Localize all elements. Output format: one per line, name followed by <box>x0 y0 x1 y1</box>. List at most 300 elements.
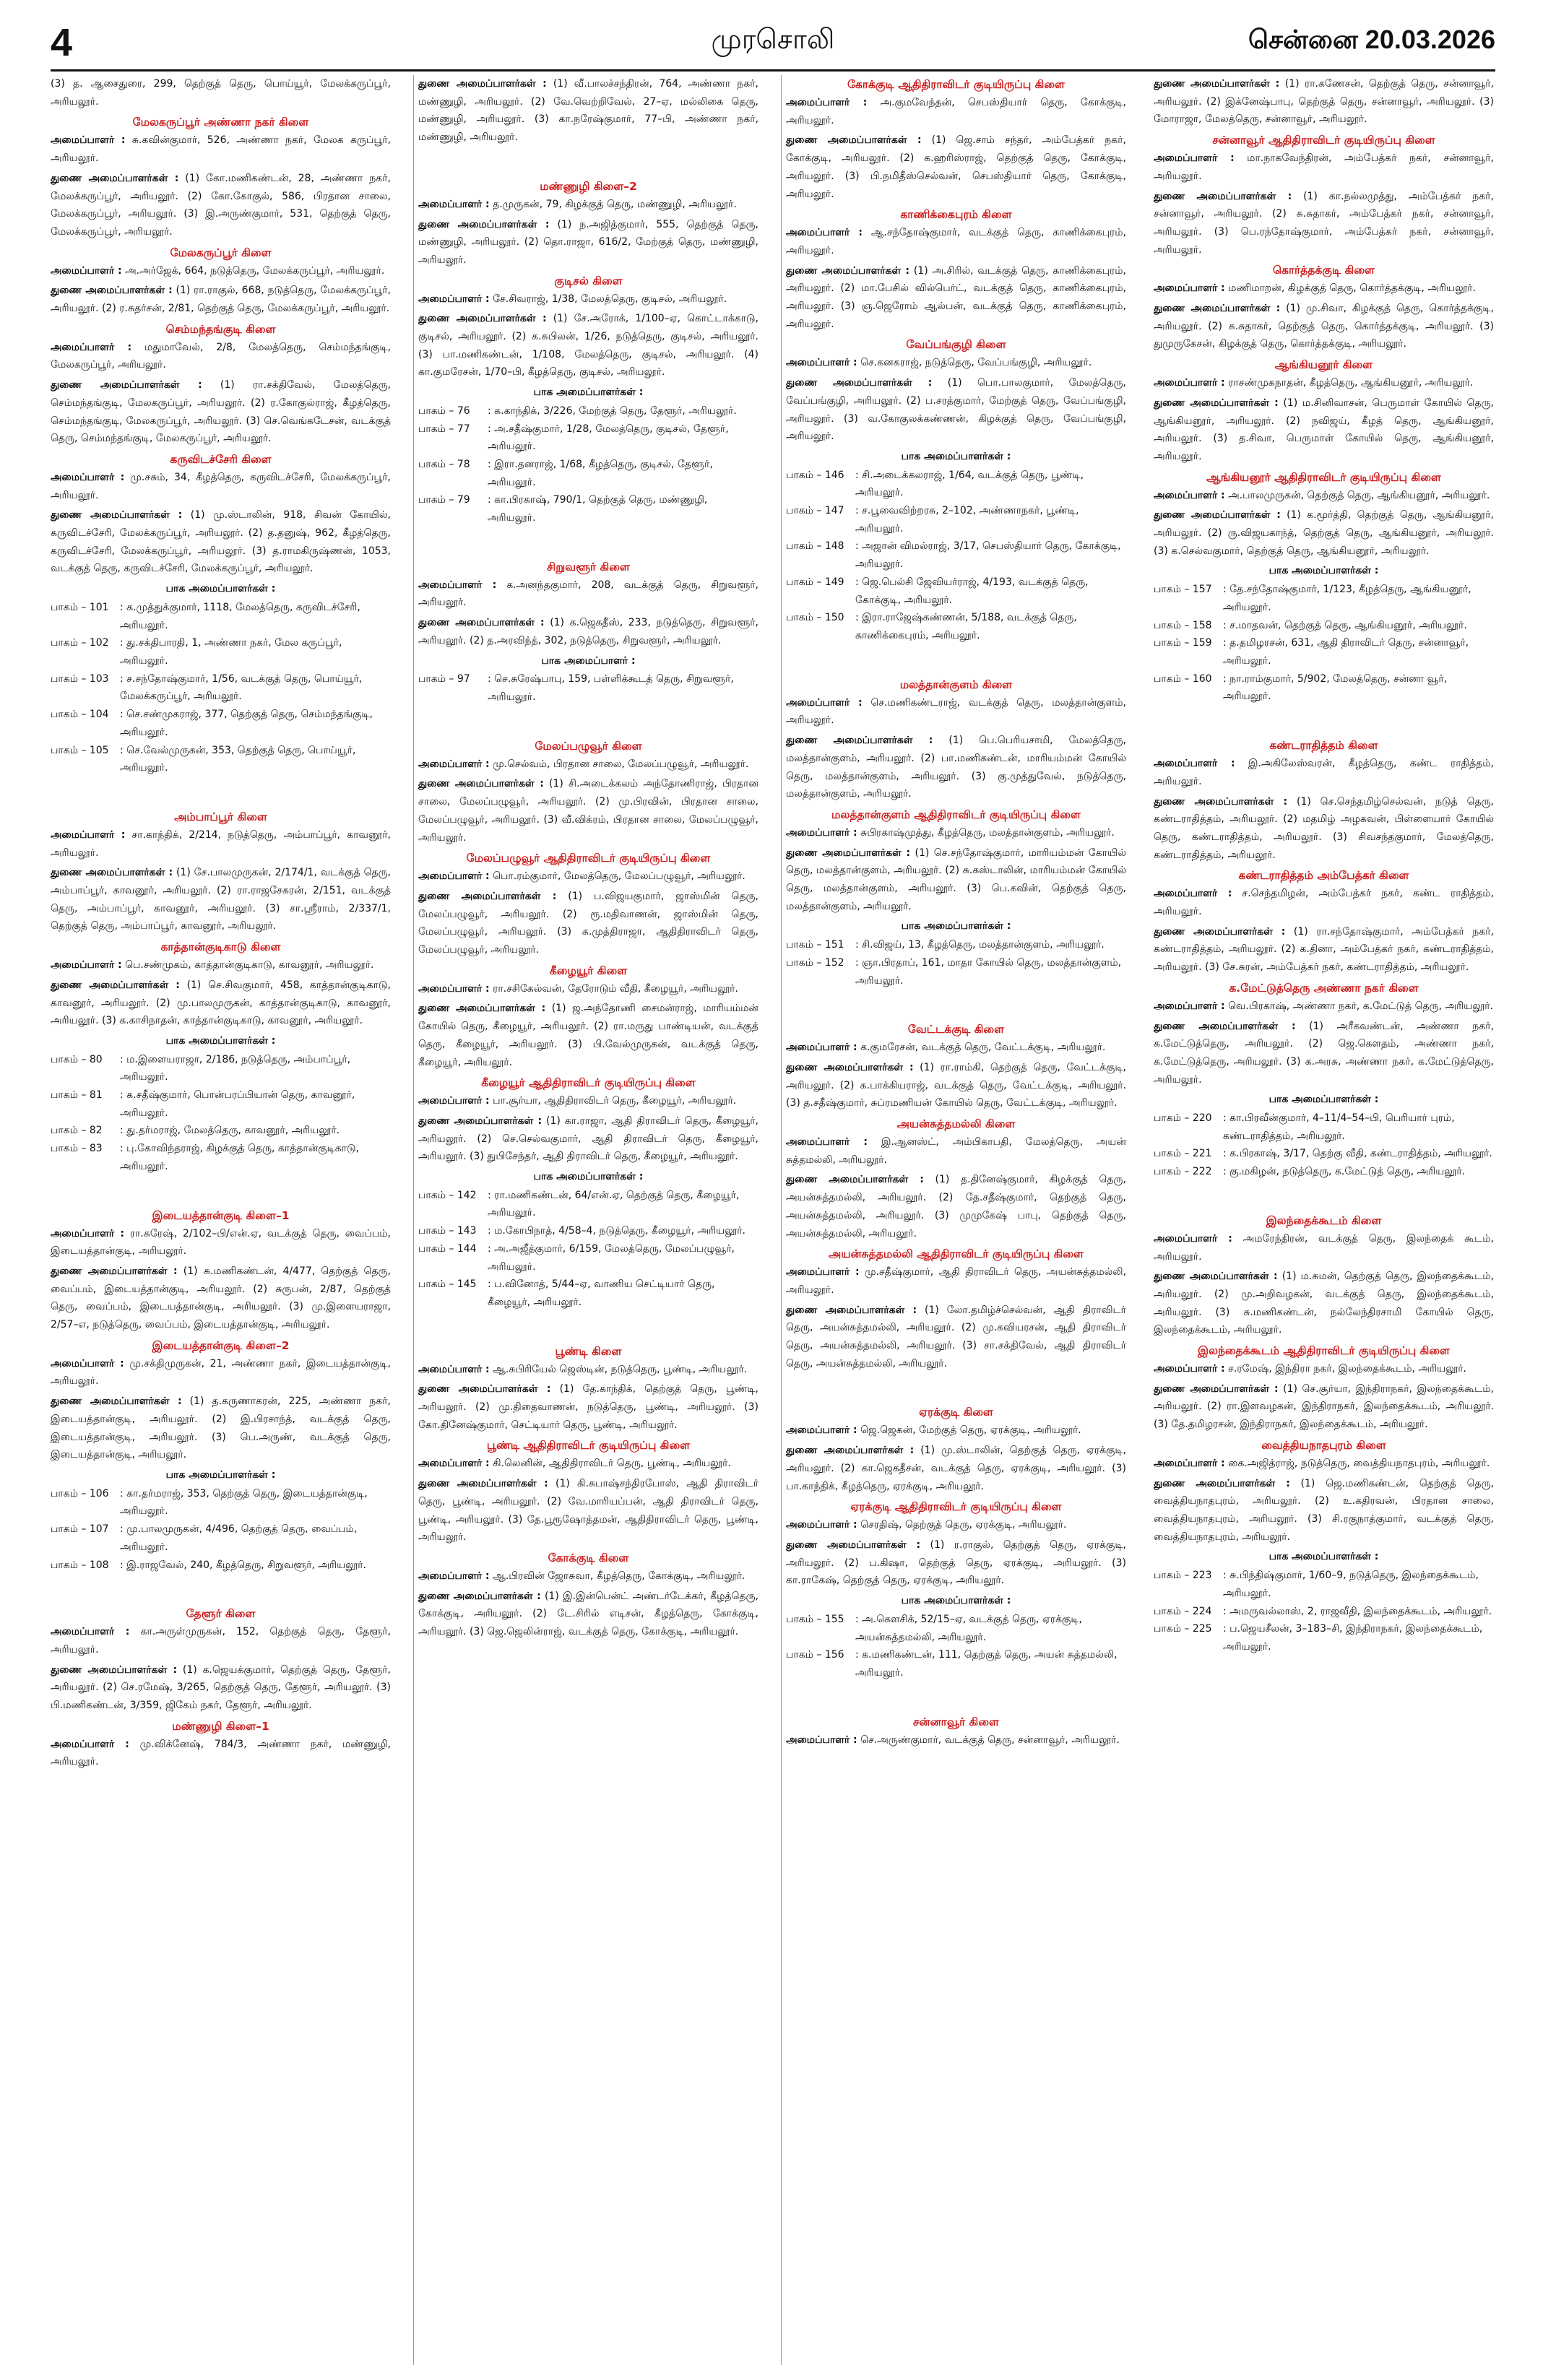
leader <box>1154 1230 1494 1265</box>
branch <box>418 737 758 847</box>
deputies <box>1154 923 1494 977</box>
deputies-label: துணை அமைப்பாளர்கள் : <box>1154 1271 1278 1283</box>
leader-label: அமைப்பாளர் : <box>786 1519 857 1531</box>
deputies <box>51 864 391 935</box>
branch-title: கீழையூர் ஆதிதிராவிடர் குடியிருப்பு கிளை <box>481 1076 696 1090</box>
part-number: பாகம் – 160 <box>1154 672 1212 685</box>
leader-label: அமைப்பாளர் : <box>51 828 126 841</box>
part-organiser-text: : ப.ஜெயசீலன், 3–183–சி, இந்திராநகர், இலந்தைக்கூடம், அரியலூர். <box>1223 1623 1483 1653</box>
branch-title: மலத்தான்குளம் கிளை <box>899 678 1013 691</box>
part-number: பாகம் – 145 <box>418 1278 477 1291</box>
part-organiser-text: : சி.விஜய், 13, கீழத்தெரு, மலத்தான்குளம், அரியலூர். <box>855 939 1105 951</box>
part-organiser-text: : ச.சந்தோஷ்குமார், 1/56, வடக்குத் தெரு, பொய்யூர், மேலக்கருப்பூர், அரியலூர். <box>120 672 363 703</box>
leader-label: அமைப்பாளர் : <box>1154 758 1235 770</box>
leader-text: பா.சூர்யா, ஆதிதிராவிடர் தெரு, கீழையூர், அரியலூர். <box>493 1095 737 1107</box>
continued-text <box>51 75 391 111</box>
leader <box>786 94 1126 129</box>
branch-title: வேட்டக்குடி கிளை <box>907 1023 1005 1037</box>
deputies-label: துணை அமைப்பாளர்கள் : <box>418 890 557 902</box>
part-organiser-row <box>1154 1163 1494 1181</box>
part-organiser-text: : து.சக்திபாரதி, 1, அண்ணா நகர், மேல கருப்பூர், அரியலூர். <box>120 637 342 667</box>
deputies-label: துணை அமைப்பாளர்கள் : <box>418 1590 541 1602</box>
branch-title: கோக்குடி கிளை <box>548 1552 629 1565</box>
leader <box>51 262 391 280</box>
part-organiser-row <box>1154 581 1494 616</box>
deputies-text: (1) மு.ஸ்டாலின், 918, சிவன் கோயில், கருவிடச்சேரி, மேலக்கருப்பூர், அரியலூர். (2) த.தனுஷ், 962, கீழத்தெரு, கருவிடச்சேரி, மேலக்கருப்பூர், அரியலூர். (3) த.ராமகிருஷ்ணன், 1053, வடக்குத் தெரு, கருவிடச்சேரி, மேலக்கருப்பூர், அரியலூர். <box>51 509 391 575</box>
deputies-label: துணை அமைப்பாளர்கள் : <box>1154 509 1281 522</box>
part-number: பாகம் – 80 <box>51 1053 103 1065</box>
part-number: பாகம் – 152 <box>786 956 844 969</box>
leader-label: அமைப்பாளர் : <box>786 357 857 369</box>
part-organiser-row <box>786 1611 1126 1646</box>
leader-text: ரா.சசிகேல்வன், தேரோடும் வீதி, கீழையூர், அரியலூர். <box>493 982 738 995</box>
masthead <box>51 20 1495 66</box>
part-number: பாகம் – 150 <box>786 612 844 624</box>
part-organisers-heading: பாக அமைப்பாளர்கள் : <box>901 450 1011 462</box>
branch-title: கொர்த்தக்குடி கிளை <box>1272 264 1375 277</box>
branch <box>51 1604 391 1715</box>
leader <box>786 824 1126 842</box>
part-organiser-row <box>786 467 1126 502</box>
deputies-text: (1) பொ.பாலகுமார், மேலத்தெரு, வேப்பங்குழி, அரியலூர். (2) ப.சரத்குமார், மேற்குத் தெரு, வேப்பங்குழி, அரியலூர். (3) வ.கோகுலக்கண்ணன், கிழக்குத் தெரு, வேப்பங்குழி, அரியலூர். <box>786 377 1126 443</box>
leader-label: அமைப்பாளர் : <box>786 826 857 839</box>
deputies <box>418 75 758 147</box>
part-organiser-row <box>786 954 1126 990</box>
leader-label: அமைப்பாளர் : <box>51 134 126 147</box>
part-number: பாகம் – 77 <box>418 423 470 435</box>
leader-text: மு.சதீஷ்குமார், ஆதி திராவிடர் தெரு, அயன்சுத்தமல்லி, அரியலூர். <box>786 1266 1126 1296</box>
leader-label: அமைப்பாளர் : <box>418 870 490 883</box>
deputies-label: துணை அமைப்பாளர்கள் : <box>786 1174 924 1186</box>
leader-text: மு.சக்திமுருகன், 21, அண்ணா நகர், இடையத்தான்குடி, அரியலூர். <box>51 1357 391 1388</box>
deputies-label: துணை அமைப்பாளர்கள் : <box>1154 795 1288 808</box>
leader <box>1154 487 1494 505</box>
deputies-text: (1) செ.சிவகுமார், 458, காத்தான்குடிகாடு, காவனூர், அரியலூர். (2) மு.பாலமுருகன், காத்தான்குடிகாடு, காவனூர், அரியலூர். (3) க.காசிநாதன், காத்தான்குடிகாடு, காவனூர், அரியலூர். <box>51 979 391 1027</box>
deputies-text: (1) க.ஜெயக்குமார், தெற்குத் தெரு, தேளூர், அரியலூர். (2) செ.ரமேஷ், 3/265, தெற்குத் தெரு, தேளூர், அரியலூர். (3) பி.மணிகண்டன், 3/359, ஜிகேம் நகர், தேளூர், அரியலூர். <box>51 1663 391 1712</box>
deputies-label: துணை அமைப்பாளர்கள் : <box>51 1395 182 1408</box>
leader-label: அமைப்பாளர் : <box>418 198 490 210</box>
part-organiser-row <box>51 634 391 670</box>
branch-title: கோக்குடி ஆதிதிராவிடர் குடியிருப்பு கிளை <box>847 78 1066 91</box>
leader-text: கா.அருள்முருகன், 152, தெற்குத் தெரு, தேளூர், அரியலூர். <box>51 1626 391 1656</box>
part-number: பாகம் – 155 <box>786 1613 844 1625</box>
part-organiser-row <box>1154 1567 1494 1602</box>
part-organisers-heading: பாக அமைப்பாளர்கள் : <box>165 1469 276 1481</box>
part-organiser-row <box>1154 1109 1494 1145</box>
part-number: பாகம் – 143 <box>418 1225 477 1237</box>
part-organiser-text: : செ.சண்முகராஜ், 377, தெற்குத் தெரு, செம்மந்தங்குடி, அரியலூர். <box>120 709 373 738</box>
part-organiser-text: : ரா.மணிகண்டன், 64/என்.ஏ, தெற்குத் தெரு, கீழையூர், அரியலூர். <box>488 1189 740 1219</box>
branch-title: மேலப்பழுவூர் கிளை <box>535 739 642 753</box>
deputies-text: (1) ஜெ.மணிகண்டன், தெற்குத் தெரு, வைத்தியநாதபுரம், அரியலூர். (2) உ.கதிரவன், பிரதான சாலை, வைத்தியநாதபுரம், அரியலூர். (3) சி.ரகுநாத்குமார், வடக்குத் தெரு, வைத்தியநாதபுரம், அரியலூர். <box>1154 1477 1494 1543</box>
branch <box>418 272 758 527</box>
branch <box>1154 1211 1494 1339</box>
part-number: பாகம் – 105 <box>51 744 109 756</box>
leader-text: இ.ஆனஸ்ட், அம்பிகாபதி, மேலத்தெரு, அயன் சுத்தமல்லி, அரியலூர். <box>786 1136 1126 1166</box>
branch-title: செம்மந்தங்குடி கிளை <box>165 322 276 336</box>
part-organisers-heading: பாக அமைப்பாளர்கள் : <box>533 386 644 399</box>
deputies <box>1154 394 1494 466</box>
leader <box>51 469 391 504</box>
part-organiser-text: : ஞா.பிரதாப், 161, மாதா கோயில் தெரு, மலத்தான்குளம், அரியலூர். <box>855 956 1122 987</box>
leader-text: ஆ.சந்தோஷ்குமார், வடக்குத் தெரு, காணிக்கைபுரம், அரியலூர். <box>786 227 1126 256</box>
deputies-label: துணை அமைப்பாளர்கள் : <box>418 1478 548 1490</box>
branch-title: ஆங்கியனூர் ஆதிதிராவிடர் குடியிருப்பு கிளை <box>1206 470 1441 484</box>
deputies-text: (1) செ.சந்தோஷ்குமார், மாரியம்மன் கோயில் தெரு, மலத்தான்குளம், அரியலூர். (2) சு.கஸ்டாலின், மாரியம்மன் கோயில் தெரு, மலத்தான்குளம், அரியலூர். (3) பெ.கவின், தெற்குத் தெரு, மலத்தான்குளம், அரியலூர். <box>786 847 1126 912</box>
leader-text: ச.ரமேஷ், இந்திரா நகர், இலந்தைக்கூடம், அரியலூர். <box>1228 1363 1466 1375</box>
part-number: பாகம் – 151 <box>786 939 844 951</box>
columns <box>51 75 1495 2365</box>
leader-label: அமைப்பாளர் : <box>1154 888 1232 900</box>
leader-label: அமைப்பாளர் : <box>51 1357 124 1369</box>
branch-title: அயன்சுத்தமல்லி ஆதிதிராவிடர் குடியிருப்பு கிளை <box>828 1247 1084 1261</box>
deputies-label: துணை அமைப்பாளர்கள் : <box>1154 925 1286 938</box>
deputies-text: (1) கா.ராஜா, ஆதி திராவிடர் தெரு, கீழையூர், அரியலூர். (2) செ.செல்வகுமார், ஆதி திராவிடர் தெரு, கீழையூர், அரியலூர். (3) துபிசேந்தர், ஆதி திராவிடர் தெரு, கீழையூர், அரியலூர். <box>418 1115 758 1163</box>
part-number: பாகம் – 147 <box>786 505 844 517</box>
leader-label: அமைப்பாளர் : <box>51 1626 130 1638</box>
deputies-text: (1) கா.நல்லமுத்து, அம்பேத்கர் நகர், சன்னாவூர், அரியலூர். (2) சு.சுதாகர், அம்பேத்கர் நகர், சன்னாவூர், அரியலூர். (3) பெ.ரந்தோஷ்குமார், அம்பேத்கர் நகர், சன்னாவூர், அரியலூர். <box>1154 190 1494 256</box>
branch-title: கீழையூர் கிளை <box>549 964 628 977</box>
part-organisers-heading: பாக அமைப்பாளர்கள் : <box>533 1171 644 1183</box>
leader <box>1154 150 1494 185</box>
branch-title: மண்ணுழி கிளை–1 <box>172 1719 269 1733</box>
leader <box>786 1731 1126 1749</box>
part-organiser-text: : தே.சந்தோஷ்குமார், 1/123, கீழத்தெரு, ஆங்கியனூர், அரியலூர். <box>1223 584 1471 613</box>
deputies <box>51 1393 391 1464</box>
leader <box>418 1567 758 1585</box>
deputies-label: துணை அமைப்பாளர்கள் : <box>1154 78 1280 90</box>
leader-text: கி.லெனின், ஆதிதிராவிடர் தெரு, பூண்டி, அரியலூர். <box>493 1458 731 1470</box>
leader <box>1154 755 1494 790</box>
part-number: பாகம் – 146 <box>786 469 844 481</box>
deputies-text: (1) மு.ஸ்டாலின், தெற்குத் தெரு, ஏரக்குடி, அரியலூர். (2) கா.ஜெகதீசன், வடக்குத் தெரு, ஏரக்குடி, அரியலூர். (3) பா.காந்திக், கீழத்தெரு, ஏரக்குடி, அரியலூர். <box>786 1445 1126 1492</box>
deputies-label: துணை அமைப்பாளர்கள் : <box>51 285 173 297</box>
leader <box>786 1039 1126 1057</box>
leader-label: அமைப்பாளர் : <box>418 1458 490 1470</box>
part-organiser-row <box>51 1051 391 1086</box>
branch-title: இலந்தைக்கூடம் ஆதிதிராவிடர் குடியிருப்பு கிளை <box>1198 1344 1450 1358</box>
part-organisers-heading: பாக அமைப்பாளர்கள் : <box>901 1595 1011 1607</box>
deputies-label: துணை அமைப்பாளர்கள் : <box>786 1539 921 1551</box>
leader-label: அமைப்பாளர் : <box>418 1363 490 1375</box>
part-organiser-row <box>786 1646 1126 1682</box>
leader <box>418 756 758 774</box>
leader-text: சு.கவின்குமார், 526, அண்ணா நகர், மேலக கருப்பூர், அரியலூர். <box>51 134 391 165</box>
leader-label: அமைப்பாளர் : <box>786 1042 857 1054</box>
leader-text: சே.சிவராஜ், 1/38, மேலத்தெரு, குடிசல், அரியலூர். <box>493 293 727 305</box>
deputies <box>418 775 758 847</box>
branch-title: கண்டராதித்தம் அம்பேத்கர் கிளை <box>1238 869 1409 883</box>
deputies <box>418 1475 758 1546</box>
branch <box>1154 866 1494 977</box>
deputies <box>418 310 758 381</box>
leader <box>418 867 758 886</box>
part-number: பாகம் – 156 <box>786 1649 844 1661</box>
part-organiser-text: : அஜான் விமல்ராஜ், 3/17, செபஸ்தியார் தெரு, கோக்குடி, அரியலூர். <box>855 540 1121 571</box>
branch-title: பூண்டி ஆதிதிராவிடர் குடியிருப்பு கிளை <box>486 1439 691 1453</box>
part-number: பாகம் – 79 <box>418 494 470 506</box>
leader <box>786 354 1126 372</box>
leader-text: இ.அகிலேஸ்வரன், கீழத்தெரு, கண்ட ராதித்தம், அரியலூர். <box>1154 758 1494 787</box>
part-number: பாகம் – 106 <box>51 1487 109 1500</box>
branch <box>786 335 1126 644</box>
part-number: பாகம் – 222 <box>1154 1166 1212 1178</box>
deputies-text: (1) ர.ராகுல், தெற்குத் தெரு, ஏரக்குடி, அரியலூர். (2) ப.கிஷா, தெற்குத் தெரு, ஏரக்குடி, அரியலூர். (3) கா.ராகேஷ், தெற்குத் தெரு, ஏரக்குடி, அரியலூர். <box>786 1539 1126 1587</box>
part-organisers-heading: பாக அமைப்பாளர்கள் : <box>165 1034 276 1047</box>
branch-title: மண்ணுழி கிளை–2 <box>540 179 637 193</box>
deputies-label: துணை அமைப்பாளர்கள் : <box>1154 1382 1279 1395</box>
deputies-text: (1) த.தினேஷ்குமார், கிழக்குத் தெரு, அயன்சுத்தமல்லி, அரியலூர். (2) தே.சதீஷ்குமார், தெற்குத் தெரு, அயன்சுத்தமல்லி, அரியலூர். (3) முமுகேஷ் பாபு, தெற்குத் தெரு, அயன்சுத்தமல்லி, அரியலூர். <box>786 1174 1126 1239</box>
column-3 <box>781 75 1126 2365</box>
part-organiser-row <box>1154 670 1494 706</box>
deputies-label: துணை அமைப்பாளர்கள் : <box>418 1383 551 1395</box>
leader-text: ச.செந்தமிழன், அம்பேத்கர் நகர், கண்ட ராதித்தம், அரியலூர். <box>1154 888 1494 918</box>
leader <box>1154 280 1494 298</box>
deputies-text: (1) செ.செந்தமிழ்செல்வன், நடுத் தெரு, கண்டராதித்தம், அரியலூர். (2) மதமிழ் அழகவன், பிள்ளையார் கோயில் தெரு, கண்டராதித்தம், அரியலூர். (3) சிவசந்தகுமார், மேலத்தெரு, கண்டராதித்தம், அரியலூர். <box>1154 795 1494 861</box>
part-number: பாகம் – 221 <box>1154 1148 1212 1160</box>
column-2 <box>413 75 758 2365</box>
leader <box>51 131 391 167</box>
leader-label: அமைப்பாளர் : <box>1154 1000 1225 1012</box>
branch <box>786 675 1126 803</box>
part-organisers-heading: பாக அமைப்பாளர்கள் : <box>165 583 276 595</box>
part-organiser-row <box>786 936 1126 954</box>
deputies-label: துணை அமைப்பாளர்கள் : <box>786 735 933 747</box>
leader <box>51 1225 391 1260</box>
deputies-text: (1) ஜெ.சாம் சந்தர், அம்பேத்கர் நகர், கோக்குடி, அரியலூர். (2) க.ஹரிஸ்ராஜ், தெற்குத் தெரு, கோக்குடி, அரியலூர். (3) பி.நமிதீஸ்செல்வன், செபஸ்தியார் தெரு, கோக்குடி, அரியலூர். <box>786 134 1126 200</box>
part-organisers-heading: பாக அமைப்பாளர்கள் : <box>1268 1551 1379 1563</box>
branch-title: மேலகருப்பூர் கிளை <box>170 246 272 259</box>
deputies-text: (1) பெ.பெரியசாமி, மேலத்தெரு, மலத்தான்குளம், அரியலூர். (2) பா.மணிகண்டன், மாரியம்மன் கோயில் தெரு, மலத்தான்குளம், அரியலூர். (3) கு.முத்துவேல், நடுத்தெரு, மலத்தான்குளம், அரியலூர். <box>786 735 1126 800</box>
branch <box>786 1020 1126 1112</box>
deputies-text: (1) அ.சிரில், வடக்குத் தெரு, காணிக்கைபுரம், அரியலூர். (2) மா.பேசில் வில்பெர்ட், வடக்குத் தெரு, காணிக்கைபுரம், அரியலூர். (3) ஞ.ஜெரோம் ஆல்பன், வடக்குத் தெரு, காணிக்கைபுரம், அரியலூர். <box>786 264 1126 330</box>
leader-label: அமைப்பாளர் : <box>786 227 863 239</box>
leader <box>418 1455 758 1473</box>
part-organiser-text: : பு.கோவிந்தராஜ், கிழக்குத் தெரு, காத்தான்குடிகாடு, அரியலூர். <box>120 1143 360 1172</box>
deputies-text: (1) அரீகவண்டன், அண்ணா நகர், க.மேட்டுத்தெரு, அரியலூர். (2) ஜெ.கௌதம், அண்ணா நகர், க.மேட்டுத்தெரு, அரியலூர். (3) க.அரசு, அண்ணா நகர், க.மேட்டுத்தெரு, அரியலூர். <box>1154 1020 1494 1086</box>
part-organiser-text: : கு.மகிழன், நடுத்தெரு, க.மேட்டுத் தெரு, அரியலூர். <box>1223 1166 1466 1178</box>
leader-label: அமைப்பாளர் : <box>1154 1457 1225 1469</box>
leader-label: அமைப்பாளர் : <box>51 264 122 277</box>
part-organiser-row <box>418 491 758 527</box>
branch-title: குடிசல் கிளை <box>554 274 623 287</box>
part-organiser-row <box>1154 634 1494 670</box>
branch <box>786 1403 1126 1495</box>
deputies <box>51 282 391 317</box>
deputies <box>51 977 391 1030</box>
deputies <box>418 216 758 269</box>
branch-title: ஆங்கியனூர் கிளை <box>1274 358 1373 372</box>
deputies <box>786 262 1126 334</box>
part-organiser-text: : சி.அடைக்கலராஜ், 1/64, வடக்குத் தெரு, பூண்டி, அரியலூர். <box>855 469 1084 499</box>
leader-label: அமைப்பாளர் : <box>1154 377 1225 389</box>
branch-title: சன்னாவூர் ஆதிதிராவிடர் குடியிருப்பு கிளை <box>1212 134 1435 147</box>
part-organiser-row <box>786 537 1126 573</box>
part-number: பாகம் – 103 <box>51 672 109 685</box>
deputies-text: (1) ம.சினிவாசன், பெருமாள் கோயில் தெரு, ஆங்கியனூர், அரியலூர். (2) நவிஜய், கீழத் தெரு, ஆங்கியனூர், அரியலூர். (3) த.சிவா, பெருமாள் கோயில் தெரு, ஆங்கியனூர், அரியலூர். <box>1154 397 1494 462</box>
branch <box>1154 468 1494 706</box>
branch-title: இடையத்தான்குடி கிளை–2 <box>152 1338 290 1352</box>
part-organiser-text: : ம.கோபிநாத், 4/58–4, நடுத்தெரு, கீழையூர், அரியலூர். <box>488 1225 746 1237</box>
deputies <box>418 614 758 649</box>
deputies-text: (1) செ.சூர்யா, இந்திராநகர், இலந்தைக்கூடம், அரியலூர். (2) ரா.இளவழகன், இந்திராநகர், இலந்தைக்கூடம், அரியலூர். (3) தே.தமிழரசன், இந்திராநகர், இலந்தைக்கூடம், அரியலூர். <box>1154 1382 1494 1431</box>
leader-text: மு.செல்வம், பிரதான சாலை, மேலப்பழுவூர், அரியலூர். <box>493 758 749 770</box>
branch <box>1154 1341 1494 1434</box>
deputies-text: (1) ரா.ராகுல், 668, நடுத்தெரு, மேலக்கருப்பூர், அரியலூர். (2) ர.சுதர்சன், 2/81, தெற்குத் தெரு, மேலக்கருப்பூர், அரியலூர். <box>51 285 391 315</box>
deputies-label: துணை அமைப்பாளர்கள் : <box>786 1304 917 1316</box>
leader-label: அமைப்பாளர் : <box>1154 489 1225 501</box>
deputies-text: (1) க.மூர்த்தி, தெற்குத் தெரு, ஆங்கியனூர், அரியலூர். (2) ரு.விஜயகாந்த், தெற்குத் தெரு, ஆங்கியனூர், அரியலூர். (3) க.செல்வகுமார், தெற்குத் தெரு, ஆங்கியனூர், அரியலூர். <box>1154 509 1494 557</box>
leader-label: அமைப்பாளர் : <box>786 1734 857 1746</box>
leader <box>1154 885 1494 920</box>
part-organiser-row <box>51 742 391 777</box>
leader-text: க.குமரேசன், வடக்குத் தெரு, வேட்டக்குடி, அரியலூர். <box>860 1042 1106 1054</box>
part-organiser-text: : கா.பிரகாஷ், 790/1, தெற்குத் தெரு, மண்ணுழி, அரியலூர். <box>488 494 708 524</box>
deputies-label: துணை அமைப்பாளர்கள் : <box>51 172 179 184</box>
deputies <box>786 374 1126 446</box>
leader-label: அமைப்பாளர் : <box>1154 282 1225 295</box>
part-organiser-row <box>418 1276 758 1311</box>
branch <box>51 1717 391 1771</box>
part-organiser-row <box>51 1122 391 1140</box>
deputies <box>1154 188 1494 259</box>
deputies <box>1154 1475 1494 1546</box>
deputies <box>786 131 1126 203</box>
deputies-text: (1) தே.காந்திக், தெற்குத் தெரு, பூண்டி, அரியலூர். (2) மு.திதைவாணன், நடுத்தெரு, பூண்டி, அரியலூர். (3) கோ.தினேஷ்குமார், செட்டியார் தெரு, பூண்டி, அரியலூர். <box>418 1383 758 1431</box>
part-organiser-row <box>51 599 391 634</box>
part-organiser-text: : சு.பிந்திஷ்குமார், 1/60–9, நடுத்தெரு, இலந்தைக்கூடம், அரியலூர். <box>1223 1570 1479 1599</box>
leader-label: அமைப்பாளர் : <box>51 1227 124 1239</box>
part-organiser-row <box>418 1222 758 1240</box>
deputies-label: துணை அமைப்பாளர்கள் : <box>51 1663 178 1676</box>
part-organiser-text: : த.தமிழரசன், 631, ஆதி திராவிடர் தெரு, சன்னாவூர், அரியலூர். <box>1223 637 1469 667</box>
deputies <box>1154 793 1494 865</box>
deputies <box>786 1442 1126 1495</box>
branch <box>51 1206 391 1334</box>
leader-text: மு.சசும், 34, கீழத்தெரு, கருவிடச்சேரி, மேலக்கருப்பூர், அரியலூர். <box>51 471 391 501</box>
deputies-text: (1) ரா.ராம்கி, தெற்குத் தெரு, வேட்டக்குடி, அரியலூர். (2) க.பாக்கியராஜ், வடக்குத் தெரு, வேட்டக்குடி, அரியலூர். (3) த.சதீஷ்குமார், சுப்ரமணியன் கோயில் தெரு, வேட்டக்குடி, அரியலூர். <box>786 1061 1126 1109</box>
branch <box>51 450 391 777</box>
branch <box>51 320 391 448</box>
leader <box>786 1263 1126 1299</box>
deputies <box>786 1059 1126 1112</box>
branch-title: அயன்சுத்தமல்லி கிளை <box>896 1117 1016 1131</box>
leader-text: அ.அர்ஜேக், 664, நடுத்தெரு, மேலக்கருப்பூர், அரியலூர். <box>125 264 385 277</box>
leader-label: அமைப்பாளர் : <box>786 696 863 709</box>
leader-text: அ.குமவேந்தன், செபஸ்தியார் தெரு, கோக்குடி, அரியலூர். <box>786 97 1126 126</box>
branch-title: தேளூர் கிளை <box>186 1607 256 1621</box>
part-number: பாகம் – 142 <box>418 1189 477 1201</box>
deputies <box>786 732 1126 803</box>
leader <box>418 1361 758 1379</box>
leader <box>786 1516 1126 1534</box>
part-organiser-row <box>418 420 758 456</box>
part-organiser-text: : செ.சுரேஷ்பாபு, 159, பள்ளிக்கூடத் தெரு, சிறுவளூர், அரியலூர். <box>488 673 734 703</box>
leader-label: அமைப்பாளர் : <box>418 1570 490 1582</box>
leader <box>418 1092 758 1110</box>
dateline: சென்னை 20.03.2026 <box>1248 25 1495 54</box>
branch <box>1154 131 1494 259</box>
branch <box>786 1497 1126 1682</box>
branch <box>786 805 1126 990</box>
part-organiser-text: : இ.ராஜவேல், 240, கீழத்தெரு, சிறுவளூர், அரியலூர். <box>120 1559 366 1571</box>
leader-text: பொ.ரம்குமார், மேலத்தெரு, மேலப்பழுவூர், அரியலூர். <box>493 870 745 883</box>
part-organiser-text: : இரா.தனராஜ், 1/68, கீழத்தெரு, குடிசல், தேளூர், அரியலூர். <box>488 458 713 488</box>
deputies-label: துணை அமைப்பாளர்கள் : <box>418 1115 543 1127</box>
branch <box>418 177 758 269</box>
deputies <box>51 506 391 578</box>
deputies-label: துணை அமைப்பாளர்கள் : <box>786 1445 915 1457</box>
deputies <box>1154 506 1494 560</box>
deputies <box>1154 1380 1494 1434</box>
part-organiser-row <box>1154 1603 1494 1621</box>
deputies <box>1154 75 1494 129</box>
part-number: பாகம் – 149 <box>786 576 844 588</box>
branch-title: மேலகருப்பூர் அண்ணா நகர் கிளை <box>132 116 309 129</box>
deputies-label: துணை அமைப்பாளர்கள் : <box>51 1265 178 1277</box>
branch <box>786 205 1126 333</box>
part-number: பாகம் – 78 <box>418 458 470 470</box>
leader <box>1154 998 1494 1016</box>
part-number: பாகம் – 159 <box>1154 637 1212 649</box>
deputies-text: (1) த.கருணாகரன், 225, அண்ணா நகர், இடையத்தான்குடி, அரியலூர். (2) இ.பிரசாந்த், வடக்குத் தெரு, இடையத்தான்குடி, அரியலூர். (3) பெ.அருண், வடக்குத் தெரு, இடையத்தான்குடி, அரியலூர். <box>51 1395 391 1461</box>
leader-text: செ.கனகராஜ், நடுத்தெரு, வேப்பங்குழி, அரியலூர். <box>860 357 1092 369</box>
deputies <box>51 1263 391 1334</box>
part-organiser-row <box>418 1187 758 1222</box>
part-number: பாகம் – 148 <box>786 540 844 553</box>
leader-text: மணிமாறன், கிழக்குத் தெரு, கொர்த்தக்குடி, அரியலூர். <box>1228 282 1476 295</box>
branch <box>786 75 1126 203</box>
part-number: பாகம் – 225 <box>1154 1623 1212 1635</box>
leader-text: அ.பாலமுருகன், தெற்குத் தெரு, ஆங்கியனூர், அரியலூர். <box>1228 489 1490 501</box>
deputies-label: துணை அமைப்பாளர்கள் : <box>418 617 545 629</box>
leader <box>1154 1455 1494 1473</box>
part-organiser-text: : க.முத்துக்குமார், 1118, மேலத்தெரு, கருவிடச்சேரி, அரியலூர். <box>120 601 360 631</box>
deputies <box>418 1112 758 1166</box>
continued-text <box>1154 75 1494 129</box>
branch-title: வேப்பங்குழி கிளை <box>906 338 1006 352</box>
part-organiser-text: : அ.கௌசிக், 52/15–ஏ, வடக்குத் தெரு, ஏரக்குடி, அயன்சுத்தமல்லி, அரியலூர். <box>855 1613 1082 1643</box>
part-number: பாகம் – 224 <box>1154 1605 1212 1617</box>
part-organiser-row <box>786 502 1126 537</box>
part-organiser-text: : ச.பூவைவிற்றரசு, 2–102, அண்ணாநகர், பூண்டி, அரியலூர். <box>855 505 1079 535</box>
branch <box>418 1436 758 1546</box>
part-organiser-row <box>1154 1145 1494 1163</box>
leader-label: அமைப்பாளர் : <box>418 758 490 770</box>
branch <box>51 113 391 241</box>
leader-text: மா.நாகவேந்திரன், அம்பேத்கர் நகர், சன்னாவூர், அரியலூர். <box>1154 152 1494 182</box>
leader <box>51 826 391 862</box>
deputies <box>418 1588 758 1641</box>
leader-text: ஆ.சுபிரியேல் ஜெஸ்டின், நடுத்தெரு, பூண்டி, அரியலூர். <box>493 1363 748 1375</box>
part-organiser-text: : க.மணிகண்டன், 111, தெற்குத் தெரு, அயன் சுத்தமல்லி, அரியலூர். <box>855 1649 1118 1679</box>
deputies-text: (1) ஜ.அந்தோணி சைமன்ராஜ், மாரியம்மன் கோயில் தெரு, கீழையூர், அரியலூர். (2) ரா.மருது பாண்டியன், வடக்குத் தெரு, கீழையூர், அரியலூர். (3) பி.வேல்முருகன், வடக்குத் தெரு, கீழையூர், அரியலூர். <box>418 1003 758 1068</box>
column-4 <box>1154 75 1494 2365</box>
deputies <box>786 1536 1126 1590</box>
branch-title: கண்டராதித்தம் கிளை <box>1269 739 1378 753</box>
part-organiser-row <box>418 670 758 706</box>
leader-label: அமைப்பாளர் : <box>1154 1363 1225 1375</box>
deputies <box>51 1661 391 1715</box>
deputies-text: (1) கி.சுபாஷ்சந்திரபோஸ், ஆதி திராவிடர் தெரு, பூண்டி, அரியலூர். (2) வே.மாரியப்பன், ஆதி திராவிடர் தெரு, பூண்டி, அரியலூர். (3) தே.பூரூஷோத்தமன், ஆதிதிராவிடர் தெரு, பூண்டி, அரியலூர். <box>418 1478 758 1544</box>
leader-label: அமைப்பாளர் : <box>51 471 125 483</box>
part-number: பாகம் – 104 <box>51 709 109 721</box>
leader-text: ஆ.பிரவின் ஜோசுவா, கீழத்தெரு, கோக்குடி, அரியலூர். <box>493 1570 745 1582</box>
leader-label: அமைப்பாளர் : <box>418 579 497 591</box>
leader-label: அமைப்பாளர் : <box>786 1136 868 1148</box>
part-organisers-heading: பாக அமைப்பாளர்கள் : <box>1268 1094 1379 1106</box>
continued-text: (3) த. ஆசைதுரை, 299, தெற்குத் தெரு, பொய்யூர், மேலக்கருப்பூர், அரியலூர். <box>51 78 391 108</box>
